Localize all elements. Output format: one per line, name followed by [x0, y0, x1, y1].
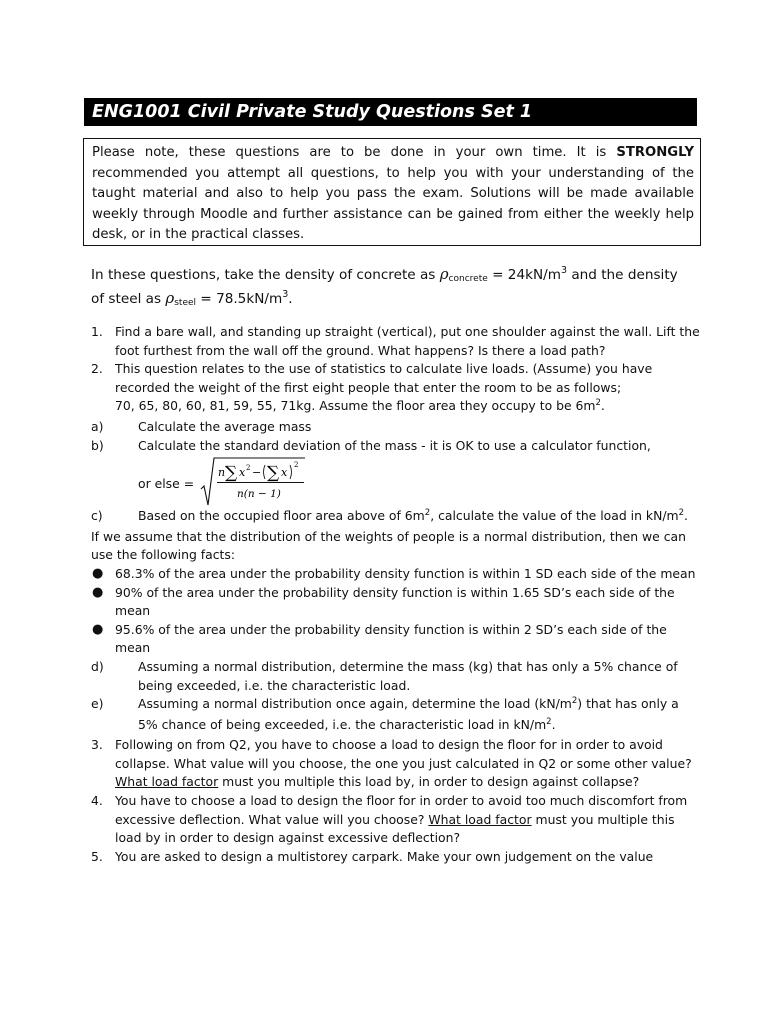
question-number: 2. — [91, 361, 103, 377]
question-2b — [91, 437, 701, 456]
question-2c — [91, 507, 701, 528]
exponent-2: 2 — [595, 398, 601, 409]
formula-minus: − — [252, 466, 262, 480]
question-number: 3. — [91, 737, 103, 753]
fact-item — [91, 565, 701, 584]
q2e-end: . — [551, 716, 556, 732]
question-text — [91, 736, 701, 792]
formula-exp-2: 2 — [246, 464, 251, 473]
std-dev-formula — [199, 455, 309, 507]
q2e-text-2: ) that has only a 5% chance of being exceeded, i.e. the characteristic load in kN/m — [138, 696, 679, 732]
q4-text-2: must you multiple this load by in order to design against excessive deflection? — [115, 811, 675, 846]
distribution-intro-text: If we assume that the distribution of the weights of people is a normal distribution, then we can use the following facts: — [91, 528, 686, 563]
exponent-3: 3 — [282, 289, 289, 300]
formula-denominator: n(n − 1) — [237, 488, 281, 501]
subquestion-text: Calculate the average mass — [138, 418, 312, 434]
left-paren — [264, 465, 266, 479]
fact-text: 95.6% of the area under the probability density function is within 2 SD’s each side of the mean — [115, 621, 667, 656]
formula-exp-2: 2 — [294, 461, 299, 470]
subquestion-text: Assuming a normal distribution, determine the mass (kg) that has only a 5% chance of being exceeded, i.e. the characteristic load. — [138, 658, 678, 693]
question-number: 4. — [91, 793, 103, 809]
q2-text-a: This question relates to the use of statistics to calculate live loads. (Assume) you have recorded the weight of the first eight people that enter the room to be as follows; — [115, 361, 653, 395]
subquestion-text — [91, 507, 701, 528]
subquestion-label: c) — [91, 508, 103, 524]
or-else-label: or else = — [138, 476, 195, 492]
bullet-icon: ● — [92, 621, 104, 637]
fact-item — [91, 584, 701, 621]
intro-text-2: and the density of steel as — [91, 267, 678, 307]
question-2e — [91, 695, 701, 736]
exponent-2: 2 — [424, 508, 431, 519]
question-5 — [91, 848, 701, 867]
question-text — [91, 792, 701, 848]
question-number: 1. — [91, 324, 103, 339]
q3-text-2: must you multiple this load by, in order to design against collapse? — [218, 774, 640, 790]
question-text: Find a bare wall, and standing up straight (vertical), put one shoulder against the wall. Lift the foot furthest from the wall off the ground. What happens? Is there a load path? — [115, 324, 700, 358]
exponent-2: 2 — [571, 696, 578, 707]
rho-steel-subscript: steel — [174, 298, 197, 308]
fact-item — [91, 621, 701, 658]
question-3 — [91, 736, 701, 792]
question-2d — [91, 658, 701, 695]
rho-symbol: ρ — [439, 265, 449, 283]
subquestion-text: Calculate the standard deviation of the mass - it is OK to use a calculator function, — [138, 437, 651, 453]
formula-x: x — [239, 466, 246, 480]
question-number: 5. — [91, 848, 103, 864]
question-1 — [91, 323, 701, 360]
concrete-density-value: = 24kN/m — [487, 267, 561, 283]
bullet-icon: ● — [92, 584, 104, 600]
right-paren — [290, 465, 292, 479]
question-list — [91, 323, 701, 866]
question-4 — [91, 792, 701, 848]
std-dev-formula-row — [91, 455, 701, 507]
note-suffix: recommended you attempt all questions, to help you with your understanding of the taught material and also to help you pass the exam. Solutions will be made available weekly through Moodle and further assistance can be gained from either the weekly help desk, or in the practical classes. — [92, 165, 694, 243]
q2e-text-1: Assuming a normal distribution once again, determine the load (kN/m — [138, 696, 572, 712]
question-2 — [91, 360, 701, 418]
q3-text-1: Following on from Q2, you have to choose a load to design the floor for in order to avoid collapse. What value will you choose, the one you just calculated in Q2 or some other value? — [115, 737, 692, 771]
q2c-text-2: , calculate the value of the load in kN/m — [430, 508, 679, 524]
density-intro — [91, 264, 691, 312]
steel-density-value: = 78.5kN/m — [196, 291, 283, 307]
exponent-3: 3 — [560, 265, 568, 276]
exponent-2: 2 — [678, 508, 685, 519]
fact-text: 68.3% of the area under the probability density function is within 1 SD each side of the mean — [115, 565, 696, 581]
subquestion-text — [91, 695, 701, 736]
formula-x: x — [281, 466, 288, 480]
q2c-end: . — [684, 508, 688, 524]
subquestion-label: a) — [91, 418, 104, 434]
note-box — [83, 138, 701, 246]
rho-concrete-subscript: concrete — [448, 274, 488, 284]
sigma-1: ∑ — [225, 463, 238, 484]
exponent-2: 2 — [546, 716, 552, 727]
fact-text: 90% of the area under the probability density function is within 1.65 SD’s each side of the mean — [115, 584, 675, 619]
q2-text-b: 70, 65, 80, 60, 81, 59, 55, 71kg. Assume the floor area they occupy to be 6m — [115, 398, 596, 414]
document-title: ENG1001 Civil Private Study Questions Set 1 — [84, 98, 697, 126]
note-prefix: Please note, these questions are to be done in your own time. It is — [92, 145, 617, 160]
intro-end: . — [288, 291, 293, 307]
intro-text-1: In these questions, take the density of concrete as — [91, 267, 440, 283]
subquestion-label: b) — [91, 437, 104, 453]
question-text: You are asked to design a multistorey carpark. Make your own judgement on the value — [115, 848, 654, 864]
q4-text-1: You have to choose a load to design the floor for in order to avoid too much discomfort from excessive deflection. What value will you choose? — [115, 793, 688, 827]
q2c-text-1: Based on the occupied floor area above of 6m — [138, 508, 425, 524]
q2-end: . — [600, 398, 605, 414]
note-strong: STRONGLY — [616, 145, 694, 160]
rho-symbol: ρ — [165, 289, 175, 307]
sigma-2: ∑ — [267, 463, 280, 484]
load-factor-underlined: What load factor — [428, 811, 532, 827]
question-2a — [91, 418, 701, 437]
distribution-intro — [91, 528, 701, 565]
load-factor-underlined: What load factor — [115, 774, 219, 790]
subquestion-label: e) — [91, 696, 104, 712]
subquestion-label: d) — [91, 658, 104, 674]
bullet-icon: ● — [92, 565, 104, 581]
question-text — [91, 360, 701, 418]
formula-n: n — [218, 466, 226, 480]
